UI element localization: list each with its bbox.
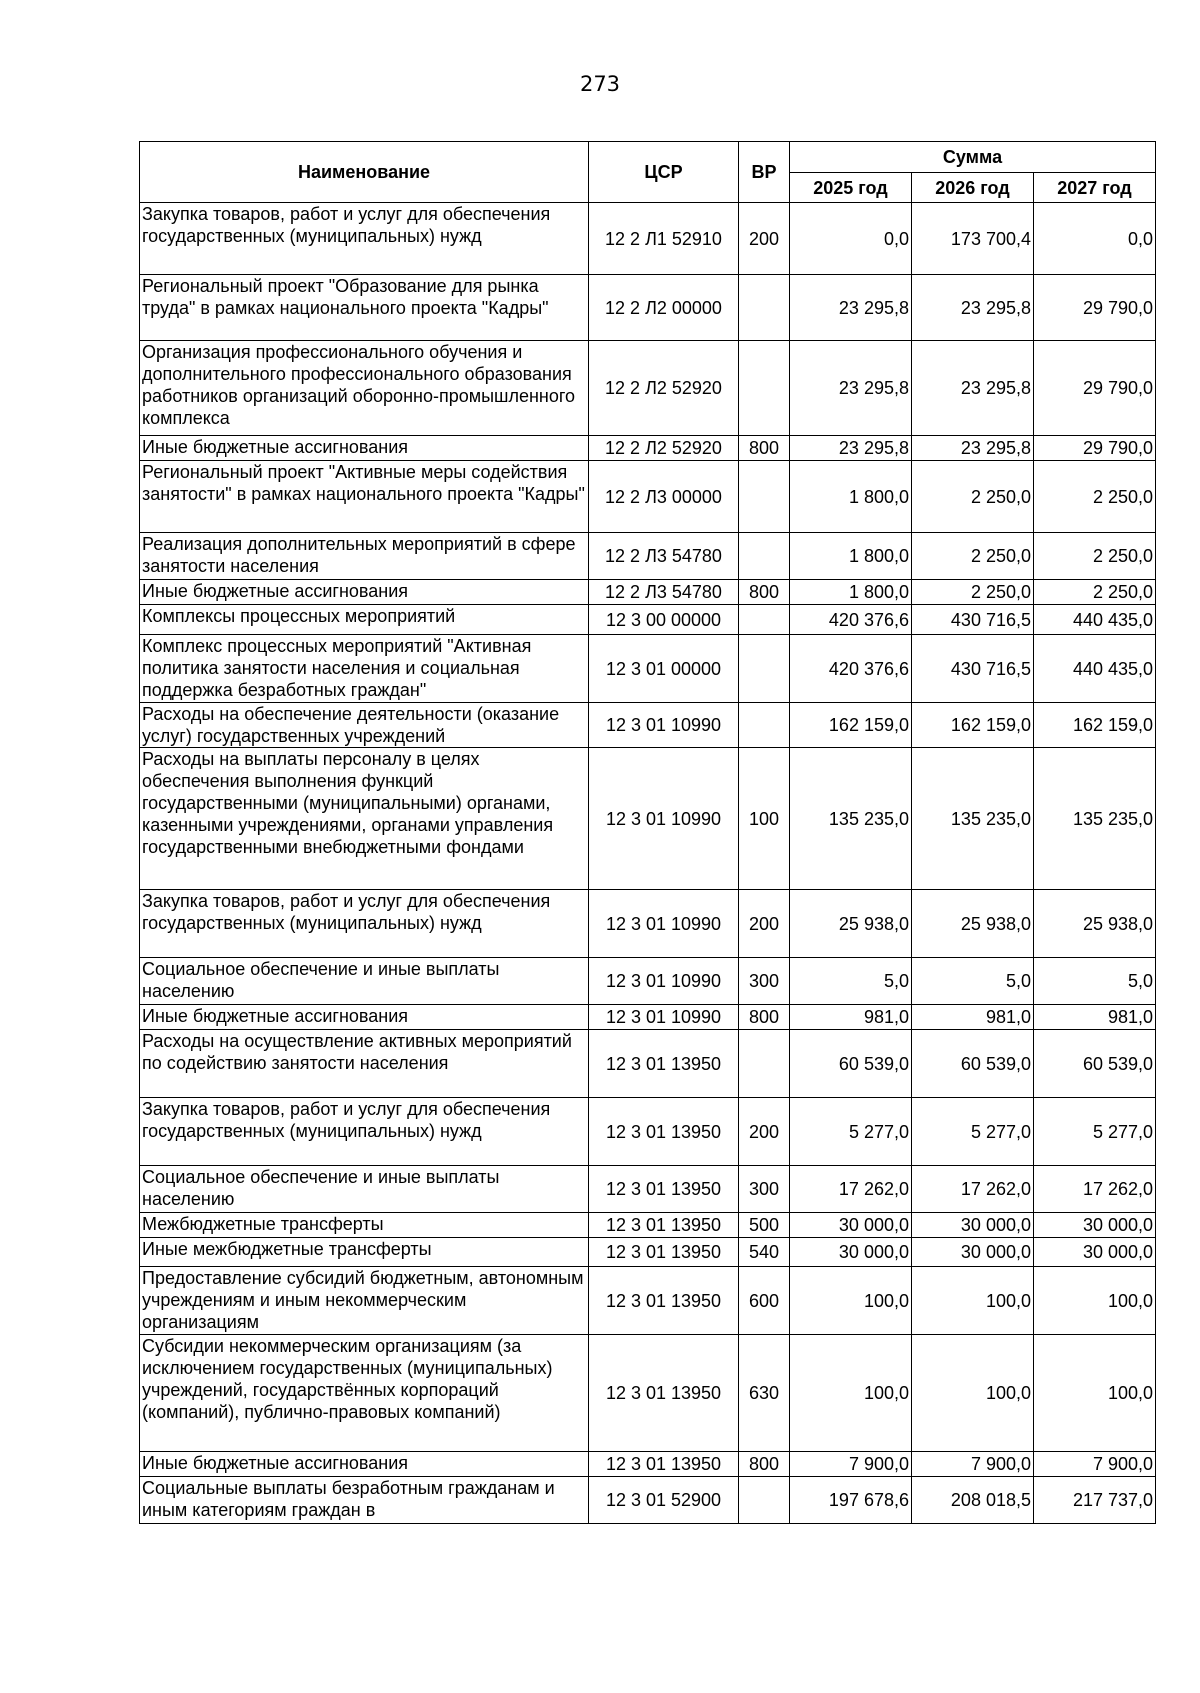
table-row (140, 748, 1156, 890)
cell-2027: 5 277,0 (1034, 1098, 1156, 1166)
cell-2025: 17 262,0 (790, 1166, 912, 1213)
cell-2025: 30 000,0 (790, 1238, 912, 1267)
cell-name: Иные межбюджетные трансферты (140, 1238, 589, 1267)
table-row (140, 1166, 1156, 1213)
cell-2026: 30 000,0 (912, 1238, 1034, 1267)
cell-csr: 12 3 01 10990 (589, 890, 739, 958)
cell-vr (739, 275, 790, 341)
table-row (140, 1005, 1156, 1030)
cell-csr: 12 2 Л2 52920 (589, 341, 739, 436)
table-header (140, 142, 1156, 203)
budget-table (139, 141, 1156, 1524)
table-row (140, 1452, 1156, 1477)
cell-2026: 30 000,0 (912, 1213, 1034, 1238)
cell-name: Комплекс процессных мероприятий "Активная политика занятости населения и социальная поддержка безработных граждан" (140, 635, 589, 703)
cell-2025: 25 938,0 (790, 890, 912, 958)
cell-2026: 135 235,0 (912, 748, 1034, 890)
cell-vr: 800 (739, 1005, 790, 1030)
cell-vr (739, 1477, 790, 1524)
cell-vr: 630 (739, 1335, 790, 1452)
cell-2026: 23 295,8 (912, 436, 1034, 461)
cell-vr: 500 (739, 1213, 790, 1238)
cell-2027: 440 435,0 (1034, 605, 1156, 635)
cell-name: Социальное обеспечение и иные выплаты населению (140, 958, 589, 1005)
cell-2026: 25 938,0 (912, 890, 1034, 958)
table-row (140, 703, 1156, 748)
cell-csr: 12 3 01 10990 (589, 958, 739, 1005)
cell-2027: 440 435,0 (1034, 635, 1156, 703)
cell-2026: 981,0 (912, 1005, 1034, 1030)
cell-2025: 420 376,6 (790, 635, 912, 703)
cell-name: Предоставление субсидий бюджетным, автономным учреждениям и иным некоммерческим организациям (140, 1267, 589, 1335)
cell-csr: 12 2 Л2 00000 (589, 275, 739, 341)
cell-2025: 197 678,6 (790, 1477, 912, 1524)
cell-name: Иные бюджетные ассигнования (140, 1452, 589, 1477)
cell-2025: 100,0 (790, 1335, 912, 1452)
cell-2027: 17 262,0 (1034, 1166, 1156, 1213)
table-row (140, 1267, 1156, 1335)
cell-csr: 12 3 01 10990 (589, 703, 739, 748)
cell-2027: 2 250,0 (1034, 533, 1156, 580)
cell-name: Расходы на осуществление активных мероприятий по содействию занятости населения (140, 1030, 589, 1098)
cell-2026: 2 250,0 (912, 580, 1034, 605)
table-row (140, 341, 1156, 436)
cell-2025: 1 800,0 (790, 461, 912, 533)
cell-vr (739, 703, 790, 748)
table-row (140, 958, 1156, 1005)
cell-2026: 430 716,5 (912, 635, 1034, 703)
cell-2027: 2 250,0 (1034, 580, 1156, 605)
cell-csr: 12 3 01 13950 (589, 1166, 739, 1213)
cell-2025: 23 295,8 (790, 341, 912, 436)
cell-vr: 100 (739, 748, 790, 890)
cell-2025: 5,0 (790, 958, 912, 1005)
cell-vr: 300 (739, 1166, 790, 1213)
cell-csr: 12 2 Л3 54780 (589, 533, 739, 580)
table-row (140, 1477, 1156, 1524)
cell-2026: 5 277,0 (912, 1098, 1034, 1166)
cell-name: Социальные выплаты безработным гражданам и иным категориям граждан в (140, 1477, 589, 1524)
cell-2027: 162 159,0 (1034, 703, 1156, 748)
cell-vr (739, 461, 790, 533)
cell-vr: 200 (739, 203, 790, 275)
cell-2027: 2 250,0 (1034, 461, 1156, 533)
table-row (140, 635, 1156, 703)
table-row (140, 1213, 1156, 1238)
cell-2026: 23 295,8 (912, 275, 1034, 341)
header-vr: ВР (739, 142, 790, 203)
cell-csr: 12 2 Л3 00000 (589, 461, 739, 533)
cell-vr (739, 341, 790, 436)
cell-name: Расходы на выплаты персоналу в целях обеспечения выполнения функций государственными (муниципальными) органами, казенными учреждениями, органами управления государственными внебюджетными фондами (140, 748, 589, 890)
cell-name: Иные бюджетные ассигнования (140, 436, 589, 461)
cell-2027: 981,0 (1034, 1005, 1156, 1030)
cell-name: Межбюджетные трансферты (140, 1213, 589, 1238)
cell-csr: 12 3 01 10990 (589, 1005, 739, 1030)
cell-2027: 0,0 (1034, 203, 1156, 275)
table-row (140, 1098, 1156, 1166)
cell-2025: 162 159,0 (790, 703, 912, 748)
header-name: Наименование (140, 142, 589, 203)
table-row (140, 1238, 1156, 1267)
cell-2025: 30 000,0 (790, 1213, 912, 1238)
cell-csr: 12 3 01 13950 (589, 1213, 739, 1238)
cell-name: Комплексы процессных мероприятий (140, 605, 589, 635)
table-row (140, 580, 1156, 605)
cell-vr: 600 (739, 1267, 790, 1335)
cell-name: Субсидии некоммерческим организациям (за исключением государственных (муниципальных) учреждений, государствённых корпораций (компаний), публично-правовых компаний) (140, 1335, 589, 1452)
header-sum: Сумма (790, 142, 1156, 173)
table-row (140, 203, 1156, 275)
cell-2027: 29 790,0 (1034, 341, 1156, 436)
cell-vr: 800 (739, 580, 790, 605)
cell-vr (739, 605, 790, 635)
cell-2025: 60 539,0 (790, 1030, 912, 1098)
cell-name: Организация профессионального обучения и дополнительного профессионального образования работников организаций оборонно-промышленного комплекса (140, 341, 589, 436)
cell-vr: 540 (739, 1238, 790, 1267)
table-row (140, 890, 1156, 958)
cell-2025: 7 900,0 (790, 1452, 912, 1477)
table-row (140, 533, 1156, 580)
cell-2026: 2 250,0 (912, 533, 1034, 580)
cell-vr: 800 (739, 436, 790, 461)
cell-name: Расходы на обеспечение деятельности (оказание услуг) государственных учреждений (140, 703, 589, 748)
cell-2026: 23 295,8 (912, 341, 1034, 436)
cell-2027: 5,0 (1034, 958, 1156, 1005)
cell-csr: 12 2 Л2 52920 (589, 436, 739, 461)
cell-2025: 100,0 (790, 1267, 912, 1335)
cell-2027: 100,0 (1034, 1267, 1156, 1335)
header-year-2025: 2025 год (790, 173, 912, 203)
cell-csr: 12 2 Л1 52910 (589, 203, 739, 275)
cell-2027: 217 737,0 (1034, 1477, 1156, 1524)
cell-vr (739, 635, 790, 703)
cell-name: Закупка товаров, работ и услуг для обеспечения государственных (муниципальных) нужд (140, 203, 589, 275)
cell-2025: 23 295,8 (790, 436, 912, 461)
cell-2026: 162 159,0 (912, 703, 1034, 748)
cell-2027: 29 790,0 (1034, 275, 1156, 341)
cell-csr: 12 3 01 13950 (589, 1335, 739, 1452)
page-number: 273 (579, 72, 621, 96)
cell-2026: 5,0 (912, 958, 1034, 1005)
cell-csr: 12 3 01 13950 (589, 1238, 739, 1267)
cell-csr: 12 3 01 10990 (589, 748, 739, 890)
header-year-2026: 2026 год (912, 173, 1034, 203)
cell-csr: 12 3 01 13950 (589, 1098, 739, 1166)
header-year-2027: 2027 год (1034, 173, 1156, 203)
cell-csr: 12 3 01 13950 (589, 1267, 739, 1335)
cell-vr: 200 (739, 1098, 790, 1166)
table-row (140, 461, 1156, 533)
cell-2025: 981,0 (790, 1005, 912, 1030)
cell-2025: 1 800,0 (790, 580, 912, 605)
cell-name: Закупка товаров, работ и услуг для обеспечения государственных (муниципальных) нужд (140, 890, 589, 958)
cell-2026: 208 018,5 (912, 1477, 1034, 1524)
cell-name: Региональный проект "Активные меры содействия занятости" в рамках национального проекта "Кадры" (140, 461, 589, 533)
table-row (140, 1335, 1156, 1452)
cell-2027: 100,0 (1034, 1335, 1156, 1452)
cell-vr: 300 (739, 958, 790, 1005)
cell-csr: 12 3 01 13950 (589, 1452, 739, 1477)
cell-name: Иные бюджетные ассигнования (140, 1005, 589, 1030)
cell-2026: 17 262,0 (912, 1166, 1034, 1213)
cell-2026: 100,0 (912, 1267, 1034, 1335)
cell-vr (739, 1030, 790, 1098)
cell-2026: 430 716,5 (912, 605, 1034, 635)
cell-vr (739, 533, 790, 580)
cell-2026: 100,0 (912, 1335, 1034, 1452)
cell-2025: 5 277,0 (790, 1098, 912, 1166)
cell-2027: 25 938,0 (1034, 890, 1156, 958)
cell-2026: 2 250,0 (912, 461, 1034, 533)
cell-name: Региональный проект "Образование для рынка труда" в рамках национального проекта "Кадры" (140, 275, 589, 341)
cell-csr: 12 2 Л3 54780 (589, 580, 739, 605)
cell-2025: 0,0 (790, 203, 912, 275)
cell-2027: 60 539,0 (1034, 1030, 1156, 1098)
cell-name: Социальное обеспечение и иные выплаты населению (140, 1166, 589, 1213)
cell-2027: 30 000,0 (1034, 1213, 1156, 1238)
cell-2025: 420 376,6 (790, 605, 912, 635)
cell-2025: 23 295,8 (790, 275, 912, 341)
table-row (140, 605, 1156, 635)
cell-name: Иные бюджетные ассигнования (140, 580, 589, 605)
header-csr: ЦСР (589, 142, 739, 203)
cell-name: Реализация дополнительных мероприятий в сфере занятости населения (140, 533, 589, 580)
table-row (140, 436, 1156, 461)
cell-csr: 12 3 01 52900 (589, 1477, 739, 1524)
cell-2027: 7 900,0 (1034, 1452, 1156, 1477)
table-row (140, 1030, 1156, 1098)
table-row (140, 275, 1156, 341)
cell-2026: 173 700,4 (912, 203, 1034, 275)
table-body (140, 203, 1156, 1524)
cell-csr: 12 3 01 00000 (589, 635, 739, 703)
cell-csr: 12 3 00 00000 (589, 605, 739, 635)
cell-2025: 1 800,0 (790, 533, 912, 580)
cell-2027: 30 000,0 (1034, 1238, 1156, 1267)
cell-name: Закупка товаров, работ и услуг для обеспечения государственных (муниципальных) нужд (140, 1098, 589, 1166)
cell-csr: 12 3 01 13950 (589, 1030, 739, 1098)
cell-2025: 135 235,0 (790, 748, 912, 890)
cell-2026: 60 539,0 (912, 1030, 1034, 1098)
cell-2026: 7 900,0 (912, 1452, 1034, 1477)
cell-vr: 200 (739, 890, 790, 958)
cell-vr: 800 (739, 1452, 790, 1477)
cell-2027: 29 790,0 (1034, 436, 1156, 461)
cell-2027: 135 235,0 (1034, 748, 1156, 890)
